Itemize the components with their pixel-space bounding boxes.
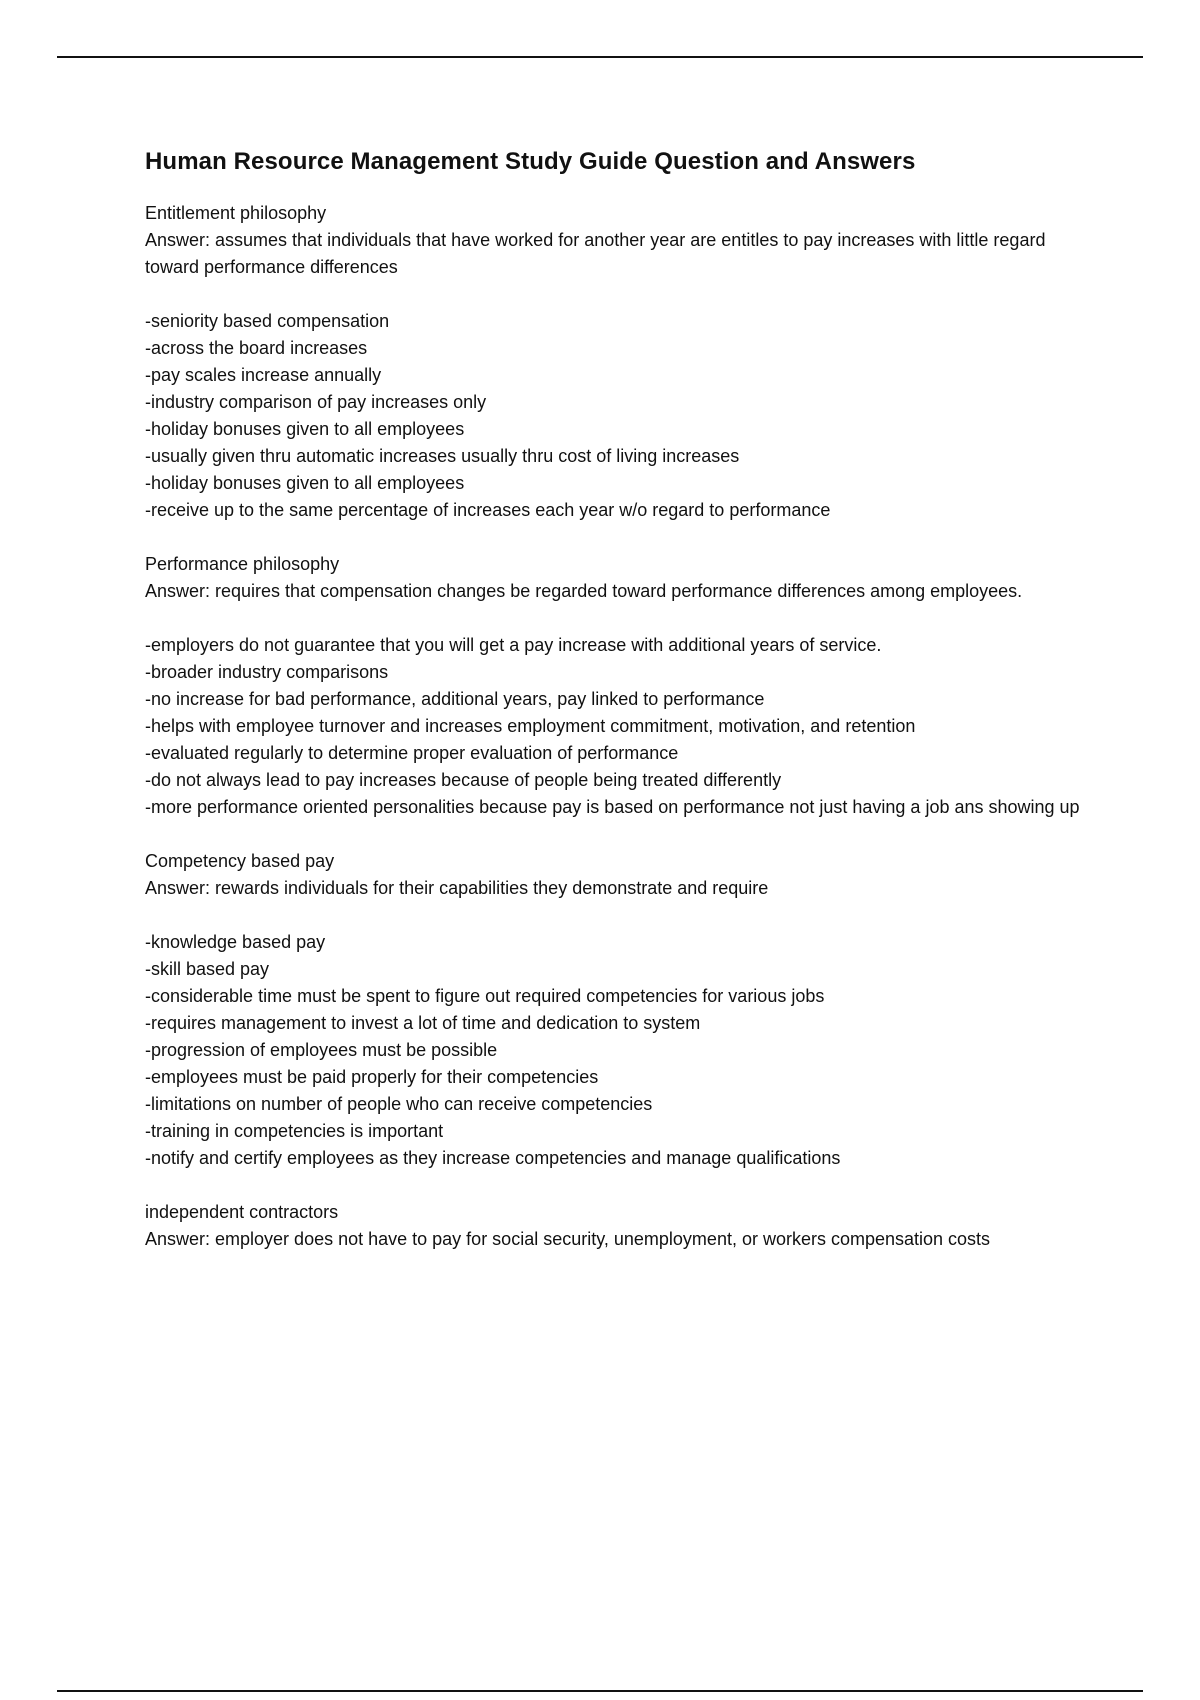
bullet-item: -seniority based compensation <box>145 311 390 331</box>
qa-section-entitlement <box>145 200 1085 524</box>
document-title: Human Resource Management Study Guide Question and Answers <box>145 148 916 175</box>
bullet-item: -evaluated regularly to determine proper evaluation of performance <box>145 743 679 763</box>
qa-section-independent-contractors <box>145 1199 1085 1253</box>
question-text: Performance philosophy <box>145 554 340 574</box>
bullet-item: -industry comparison of pay increases only <box>145 392 487 412</box>
qa-section-competency <box>145 848 1085 1172</box>
bullet-item: -across the board increases <box>145 338 368 358</box>
bullet-item: -helps with employee turnover and increases employment commitment, motivation, and retention <box>145 716 916 736</box>
qa-section-performance <box>145 551 1085 821</box>
bullet-item: -knowledge based pay <box>145 932 326 952</box>
bullet-item: -receive up to the same percentage of increases each year w/o regard to performance <box>145 500 831 520</box>
bullet-item: -progression of employees must be possible <box>145 1040 498 1060</box>
question-text: Entitlement philosophy <box>145 203 327 223</box>
bullet-item: -skill based pay <box>145 959 270 979</box>
bullet-item: -employers do not guarantee that you will get a pay increase with additional years of service. <box>145 635 882 655</box>
bullet-item: -requires management to invest a lot of time and dedication to system <box>145 1013 701 1033</box>
bullet-item: -do not always lead to pay increases because of people being treated differently <box>145 770 782 790</box>
bullet-item: -holiday bonuses given to all employees <box>145 419 465 439</box>
bullet-list <box>145 632 1085 821</box>
answer-text: Answer: assumes that individuals that have worked for another year are entitles to pay increases with little regard toward performance differences <box>145 230 1046 277</box>
question-text: Competency based pay <box>145 851 335 871</box>
question-text: independent contractors <box>145 1202 339 1222</box>
document-page <box>145 146 1085 1280</box>
bullet-item: -holiday bonuses given to all employees <box>145 473 465 493</box>
bullet-list <box>145 308 1085 524</box>
bullet-item: -considerable time must be spent to figure out required competencies for various jobs <box>145 986 825 1006</box>
bullet-item: -training in competencies is important <box>145 1121 444 1141</box>
top-divider <box>57 56 1143 58</box>
bullet-item: -usually given thru automatic increases usually thru cost of living increases <box>145 446 740 466</box>
bullet-item: -employees must be paid properly for their competencies <box>145 1067 599 1087</box>
bullet-item: -pay scales increase annually <box>145 365 382 385</box>
answer-text: Answer: rewards individuals for their capabilities they demonstrate and require <box>145 878 769 898</box>
bullet-item: -broader industry comparisons <box>145 662 389 682</box>
bullet-item: -notify and certify employees as they increase competencies and manage qualifications <box>145 1148 841 1168</box>
bullet-list <box>145 929 1085 1172</box>
answer-text: Answer: requires that compensation changes be regarded toward performance differences among employees. <box>145 581 1023 601</box>
bullet-item: -no increase for bad performance, additional years, pay linked to performance <box>145 689 765 709</box>
answer-text: Answer: employer does not have to pay for social security, unemployment, or workers compensation costs <box>145 1229 991 1249</box>
bullet-item: -more performance oriented personalities because pay is based on performance not just having a job ans showing up <box>145 797 1080 817</box>
bottom-divider <box>57 1690 1143 1692</box>
bullet-item: -limitations on number of people who can receive competencies <box>145 1094 653 1114</box>
